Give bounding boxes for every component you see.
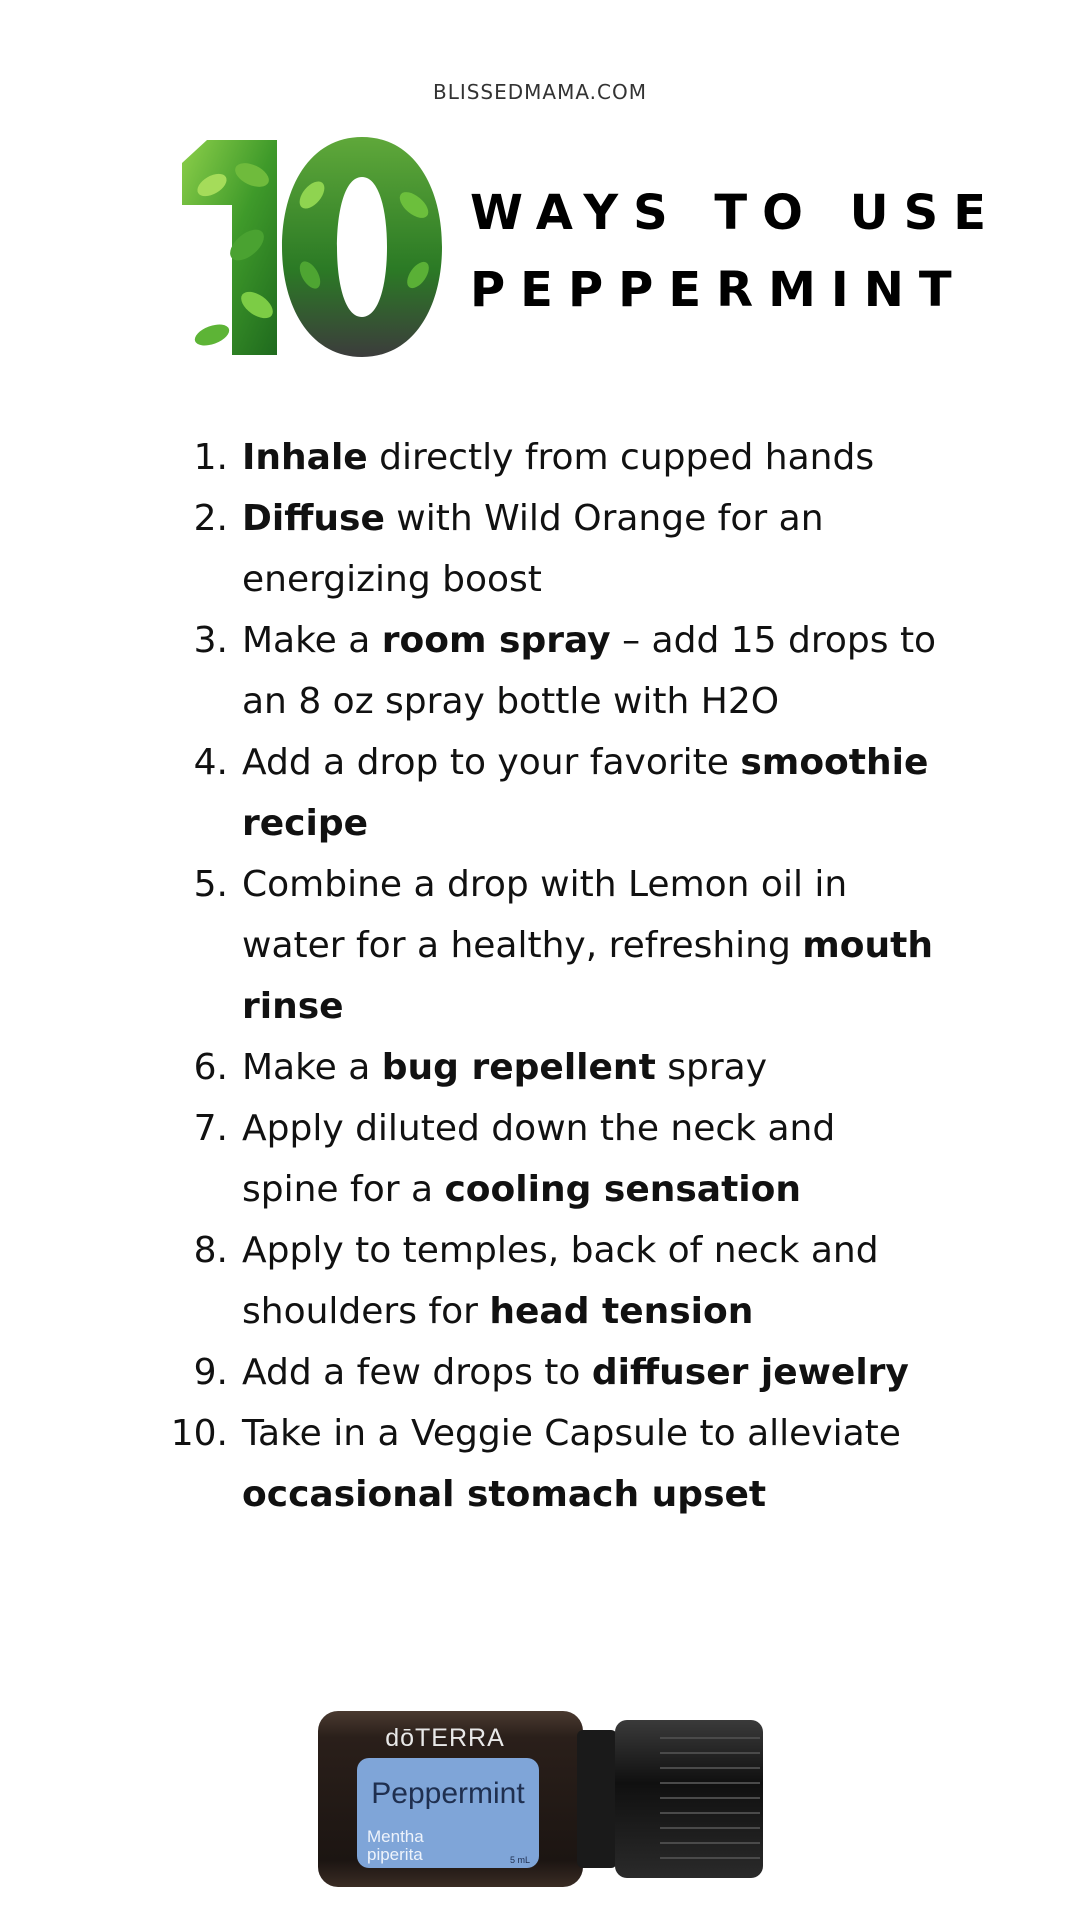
peppermint-oil-bottle [315, 1708, 765, 1890]
list-item [180, 610, 940, 732]
list-item [180, 1098, 940, 1220]
item-emphasis: mouth rinse [242, 925, 934, 1027]
item-text: Take in a Veggie Capsule to alleviate [242, 1413, 901, 1454]
list-item [180, 854, 940, 1037]
uses-list [170, 427, 940, 1525]
item-text: with Wild Orange for an energizing boost [242, 498, 824, 600]
list-item [180, 427, 940, 488]
item-emphasis: Inhale [242, 437, 368, 478]
bottle-latin-line-2: piperita [367, 1845, 423, 1864]
item-number: 10. [170, 1413, 228, 1454]
list-item [180, 732, 940, 854]
item-number: 8. [193, 1230, 228, 1271]
list-item [180, 1037, 940, 1098]
item-emphasis: diffuser jewelry [591, 1352, 909, 1393]
item-emphasis: occasional stomach upset [242, 1474, 767, 1515]
item-text: Make a [242, 1047, 382, 1088]
item-number: 9. [193, 1352, 228, 1393]
list-item [180, 1220, 940, 1342]
item-text: Make a [242, 620, 382, 661]
item-emphasis: smoothie recipe [242, 742, 929, 844]
list-item [180, 1342, 940, 1403]
leaf-icon [192, 320, 232, 349]
list-item [170, 1403, 940, 1525]
hero-number-10 [182, 135, 442, 360]
item-text: directly from cupped hands [367, 437, 875, 478]
digit-zero-shape [282, 137, 442, 357]
item-text: – add 15 drops to an 8 oz spray bottle with H2O [242, 620, 937, 722]
item-text: Apply diluted down the neck and spine for a [242, 1108, 836, 1210]
item-emphasis: bug repellent [381, 1047, 656, 1088]
title-line-2: PEPPERMINT [470, 262, 967, 318]
item-emphasis: head tension [489, 1291, 754, 1332]
bottle-brand: dōTERRA [385, 1724, 505, 1752]
item-number: 5. [193, 864, 228, 905]
item-number: 6. [193, 1047, 228, 1088]
item-emphasis: room spray [381, 620, 611, 661]
item-text: Apply to temples, back of neck and shoulders for [242, 1230, 879, 1332]
item-number: 7. [193, 1108, 228, 1149]
item-emphasis: cooling sensation [444, 1169, 801, 1210]
site-url: BLISSEDMAMA.COM [432, 80, 648, 104]
bottle-oil-name: Peppermint [371, 1777, 525, 1810]
bottle-neck [577, 1730, 617, 1868]
title-line-1: WAYS TO USE [470, 185, 1001, 241]
item-text: Combine a drop with Lemon oil in water for a healthy, refreshing [242, 864, 848, 966]
item-text: spray [655, 1047, 767, 1088]
bottle-latin-line-1: Mentha [367, 1827, 424, 1846]
item-number: 4. [193, 742, 228, 783]
list-item [180, 488, 940, 610]
item-number: 2. [193, 498, 228, 539]
bottle-size: 5 mL [509, 1855, 530, 1865]
item-number: 1. [193, 437, 228, 478]
item-text: Add a drop to your favorite [242, 742, 741, 783]
item-number: 3. [193, 620, 228, 661]
item-text: Add a few drops to [242, 1352, 592, 1393]
item-emphasis: Diffuse [242, 498, 385, 539]
